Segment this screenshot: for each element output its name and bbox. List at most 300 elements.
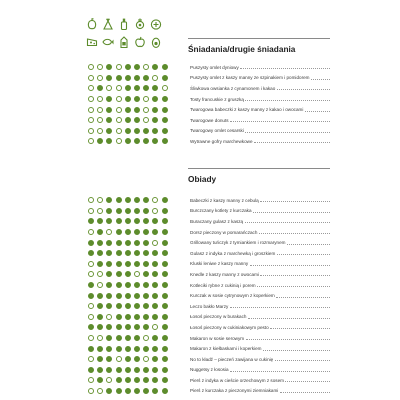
list-item-label: Nuggetsy z łososia	[190, 367, 229, 373]
dotted-leader	[253, 212, 330, 213]
dotted-leader	[248, 318, 330, 319]
fish-icon	[102, 36, 114, 48]
filled-dot	[143, 377, 149, 383]
empty-dot	[97, 117, 103, 123]
filled-dot	[106, 293, 112, 299]
filled-dot	[134, 282, 140, 288]
filled-dot	[97, 293, 103, 299]
filled-dot	[134, 335, 140, 341]
filled-dot	[116, 335, 122, 341]
filled-dot	[134, 138, 140, 144]
list-item-label: Pierś z indyka w cieście orzechowym z sosem	[190, 377, 284, 383]
dot-row	[88, 354, 171, 365]
filled-dot	[106, 335, 112, 341]
list-item	[190, 354, 330, 365]
filled-dot	[162, 218, 168, 224]
filled-dot	[134, 377, 140, 383]
filled-dot	[106, 388, 112, 394]
empty-dot	[116, 96, 122, 102]
dotted-leader	[230, 307, 330, 308]
list-item-label: Tosty francuskie z gruszką	[190, 96, 244, 102]
filled-dot	[116, 282, 122, 288]
dot-row	[88, 83, 171, 94]
filled-dot	[162, 335, 168, 341]
empty-dot	[97, 335, 103, 341]
filled-dot	[116, 229, 122, 235]
list-item-label: Knedle z kaszy manny z owocami	[190, 271, 259, 277]
dotted-leader	[287, 244, 330, 245]
filled-dot	[97, 367, 103, 373]
list-item	[190, 333, 330, 344]
dotted-leader	[277, 89, 330, 90]
filled-dot	[106, 64, 112, 70]
filled-dot	[106, 346, 112, 352]
dot-row	[88, 237, 171, 248]
empty-dot	[88, 314, 94, 320]
filled-dot	[143, 324, 149, 330]
apple-icon	[134, 36, 146, 48]
empty-dot	[152, 75, 158, 81]
lunch-list	[190, 195, 330, 396]
list-item	[190, 136, 330, 147]
filled-dot	[162, 282, 168, 288]
filled-dot	[125, 261, 131, 267]
dot-row	[88, 94, 171, 105]
filled-dot	[162, 197, 168, 203]
filled-dot	[88, 282, 94, 288]
filled-dot	[116, 261, 122, 267]
empty-dot	[88, 138, 94, 144]
list-item-label: Kurczak w sosie cytrynowym z koperkiem	[190, 293, 275, 299]
filled-dot	[134, 85, 140, 91]
dot-row	[88, 73, 171, 84]
filled-dot	[125, 271, 131, 277]
filled-dot	[106, 96, 112, 102]
filled-dot	[162, 377, 168, 383]
list-item	[190, 290, 330, 301]
dot-row	[88, 195, 171, 206]
dot-row	[88, 365, 171, 376]
list-item	[190, 322, 330, 333]
dotted-leader	[305, 111, 330, 112]
filled-dot	[152, 138, 158, 144]
filled-dot	[97, 250, 103, 256]
filled-dot	[97, 229, 103, 235]
filled-dot	[125, 335, 131, 341]
filled-dot	[152, 377, 158, 383]
dot-row	[88, 301, 171, 312]
filled-dot	[116, 75, 122, 81]
dot-row	[88, 248, 171, 259]
filled-dot	[143, 261, 149, 267]
dotted-leader	[260, 275, 330, 276]
filled-dot	[143, 303, 149, 309]
filled-dot	[162, 303, 168, 309]
list-item-label: Twarogowa babeczki z kaszy manny z kakao i owocami	[190, 107, 304, 113]
empty-dot	[88, 85, 94, 91]
filled-dot	[162, 208, 168, 214]
list-item-label: Babeczki z kaszy manny z cebulą	[190, 197, 259, 203]
list-item	[190, 195, 330, 206]
dot-row	[88, 206, 171, 217]
filled-dot	[88, 293, 94, 299]
empty-dot	[88, 64, 94, 70]
filled-dot	[116, 377, 122, 383]
filled-dot	[134, 64, 140, 70]
list-item	[190, 259, 330, 270]
filled-dot	[125, 388, 131, 394]
filled-dot	[152, 271, 158, 277]
filled-dot	[162, 96, 168, 102]
filled-dot	[143, 314, 149, 320]
filled-dot	[143, 346, 149, 352]
list-item	[190, 62, 330, 73]
filled-dot	[162, 138, 168, 144]
empty-dot	[97, 282, 103, 288]
filled-dot	[125, 303, 131, 309]
dotted-leader	[230, 371, 330, 372]
empty-dot	[143, 96, 149, 102]
filled-dot	[162, 128, 168, 134]
filled-dot	[125, 96, 131, 102]
filled-dot	[162, 314, 168, 320]
filled-dot	[88, 240, 94, 246]
list-item	[190, 386, 330, 397]
filled-dot	[97, 346, 103, 352]
filled-dot	[134, 208, 140, 214]
list-item	[190, 343, 330, 354]
dot-row	[88, 62, 171, 73]
filled-dot	[116, 271, 122, 277]
filled-dot	[125, 377, 131, 383]
list-item-label: Kotleciki rybne z cukinią i porem	[190, 282, 256, 288]
empty-dot	[143, 107, 149, 113]
lunch-section-title: Obiady	[188, 174, 217, 184]
filled-dot	[162, 293, 168, 299]
carrot-icon	[102, 18, 114, 30]
filled-dot	[143, 293, 149, 299]
filled-dot	[134, 324, 140, 330]
filled-dot	[125, 250, 131, 256]
empty-dot	[97, 107, 103, 113]
filled-dot	[125, 367, 131, 373]
filled-dot	[106, 356, 112, 362]
empty-dot	[88, 303, 94, 309]
empty-dot	[134, 271, 140, 277]
dotted-leader	[250, 265, 330, 266]
empty-dot	[152, 197, 158, 203]
filled-dot	[88, 218, 94, 224]
filled-dot	[116, 388, 122, 394]
list-item-label: Buraczany gulasz z kaszą	[190, 218, 244, 224]
dot-row	[88, 115, 171, 126]
filled-dot	[97, 138, 103, 144]
list-item-label: Łosoś pieczony w burakach	[190, 314, 247, 320]
filled-dot	[152, 64, 158, 70]
filled-dot	[152, 314, 158, 320]
dotted-leader	[254, 142, 330, 143]
filled-dot	[125, 314, 131, 320]
filled-dot	[116, 208, 122, 214]
breakfast-section-rule	[188, 38, 330, 39]
filled-dot	[152, 282, 158, 288]
filled-dot	[162, 240, 168, 246]
dotted-leader	[245, 222, 330, 223]
list-item	[190, 280, 330, 291]
filled-dot	[134, 346, 140, 352]
milk-icon	[118, 36, 130, 48]
filled-dot	[143, 229, 149, 235]
filled-dot	[88, 367, 94, 373]
filled-dot	[125, 346, 131, 352]
empty-dot	[143, 64, 149, 70]
filled-dot	[162, 324, 168, 330]
list-item-label: Puszysty omlet dyniowy	[190, 64, 239, 70]
dot-row	[88, 216, 171, 227]
filled-dot	[152, 117, 158, 123]
list-item	[190, 104, 330, 115]
filled-dot	[97, 356, 103, 362]
dotted-leader	[276, 297, 330, 298]
empty-dot	[88, 388, 94, 394]
dotted-leader	[245, 100, 330, 101]
empty-dot	[97, 75, 103, 81]
empty-dot	[106, 85, 112, 91]
filled-dot	[143, 75, 149, 81]
filled-dot	[134, 128, 140, 134]
list-item-label: Twarogowy omlet cesarski	[190, 128, 244, 134]
list-item-label: Kluski leniwe z kaszy manny	[190, 261, 249, 267]
filled-dot	[134, 293, 140, 299]
filled-dot	[162, 367, 168, 373]
filled-dot	[116, 250, 122, 256]
empty-dot	[88, 117, 94, 123]
list-item	[190, 83, 330, 94]
filled-dot	[134, 229, 140, 235]
filled-dot	[125, 75, 131, 81]
tomato-icon	[150, 18, 162, 30]
dot-row	[88, 104, 171, 115]
filled-dot	[143, 367, 149, 373]
list-item-label: Pierś z kurczaka z pieczonymi ziemniakami	[190, 388, 279, 394]
dot-row	[88, 386, 171, 397]
filled-dot	[125, 138, 131, 144]
filled-dot	[125, 229, 131, 235]
dotted-leader	[277, 254, 330, 255]
filled-dot	[152, 335, 158, 341]
filled-dot	[152, 107, 158, 113]
dot-row	[88, 259, 171, 270]
empty-dot	[106, 229, 112, 235]
filled-dot	[97, 303, 103, 309]
list-item-label: Wytrawne gofry marchewkowe	[190, 138, 253, 144]
dotted-leader	[280, 392, 330, 393]
dot-row	[88, 269, 171, 280]
empty-dot	[116, 138, 122, 144]
filled-dot	[106, 367, 112, 373]
filled-dot	[143, 218, 149, 224]
filled-dot	[97, 240, 103, 246]
list-item-label: Łosoś pieczony w cukiniakowym pesto	[190, 324, 269, 330]
empty-dot	[116, 107, 122, 113]
filled-dot	[116, 218, 122, 224]
filled-dot	[134, 75, 140, 81]
filled-dot	[106, 261, 112, 267]
list-item-label: Twarogowe donuts	[190, 117, 229, 123]
dotted-leader	[285, 381, 330, 382]
filled-dot	[106, 117, 112, 123]
empty-dot	[152, 208, 158, 214]
filled-dot	[143, 128, 149, 134]
filled-dot	[97, 324, 103, 330]
list-item	[190, 206, 330, 217]
empty-dot	[116, 85, 122, 91]
list-item-label: Leczo bakło Marzy	[190, 303, 229, 309]
dotted-leader	[311, 79, 330, 80]
filled-dot	[152, 388, 158, 394]
filled-dot	[162, 75, 168, 81]
filled-dot	[116, 346, 122, 352]
dotted-leader	[270, 328, 330, 329]
filled-dot	[143, 240, 149, 246]
list-item	[190, 227, 330, 238]
filled-dot	[134, 250, 140, 256]
empty-dot	[152, 324, 158, 330]
dotted-leader	[260, 201, 330, 202]
empty-dot	[143, 335, 149, 341]
empty-dot	[88, 229, 94, 235]
filled-dot	[97, 218, 103, 224]
filled-dot	[125, 218, 131, 224]
list-item	[190, 115, 330, 126]
filled-dot	[106, 240, 112, 246]
empty-dot	[88, 197, 94, 203]
list-item	[190, 375, 330, 386]
filled-dot	[125, 240, 131, 246]
empty-dot	[152, 240, 158, 246]
filled-dot	[134, 197, 140, 203]
filled-dot	[152, 250, 158, 256]
filled-dot	[116, 240, 122, 246]
filled-dot	[125, 197, 131, 203]
filled-dot	[106, 250, 112, 256]
filled-dot	[106, 128, 112, 134]
list-item	[190, 312, 330, 323]
list-item	[190, 126, 330, 137]
dot-row	[88, 312, 171, 323]
filled-dot	[106, 138, 112, 144]
filled-dot	[143, 208, 149, 214]
empty-dot	[143, 117, 149, 123]
filled-dot	[152, 85, 158, 91]
empty-dot	[97, 64, 103, 70]
dotted-leader	[230, 121, 330, 122]
empty-dot	[97, 96, 103, 102]
filled-dot	[134, 388, 140, 394]
list-item	[190, 365, 330, 376]
filled-dot	[134, 314, 140, 320]
filled-dot	[125, 128, 131, 134]
empty-dot	[116, 117, 122, 123]
filled-dot	[97, 261, 103, 267]
bottle-icon	[118, 18, 130, 30]
filled-dot	[152, 367, 158, 373]
list-item	[190, 94, 330, 105]
filled-dot	[134, 303, 140, 309]
food-icons-grid	[86, 18, 166, 48]
dotted-leader	[263, 350, 330, 351]
empty-dot	[106, 377, 112, 383]
dot-row	[88, 375, 171, 386]
filled-dot	[125, 64, 131, 70]
filled-dot	[152, 356, 158, 362]
filled-dot	[106, 271, 112, 277]
filled-dot	[125, 293, 131, 299]
dot-row	[88, 126, 171, 137]
filled-dot	[162, 229, 168, 235]
berry-icon	[134, 18, 146, 30]
filled-dot	[125, 107, 131, 113]
empty-dot	[88, 335, 94, 341]
filled-dot	[134, 261, 140, 267]
empty-dot	[97, 128, 103, 134]
filled-dot	[106, 303, 112, 309]
filled-dot	[162, 346, 168, 352]
filled-dot	[152, 303, 158, 309]
filled-dot	[134, 218, 140, 224]
filled-dot	[125, 117, 131, 123]
filled-dot	[106, 75, 112, 81]
filled-dot	[88, 250, 94, 256]
list-item	[190, 73, 330, 84]
list-item-label: Śliwkowa owsianka z cynamonem i kakao	[190, 85, 276, 91]
empty-dot	[88, 356, 94, 362]
lunch-section-rule	[188, 168, 330, 169]
filled-dot	[152, 128, 158, 134]
filled-dot	[134, 117, 140, 123]
filled-dot	[88, 346, 94, 352]
filled-dot	[106, 107, 112, 113]
filled-dot	[134, 356, 140, 362]
filled-dot	[152, 229, 158, 235]
filled-dot	[162, 117, 168, 123]
filled-dot	[125, 356, 131, 362]
filled-dot	[134, 367, 140, 373]
filled-dot	[143, 282, 149, 288]
filled-dot	[162, 250, 168, 256]
empty-dot	[106, 314, 112, 320]
filled-dot	[162, 261, 168, 267]
empty-dot	[116, 64, 122, 70]
dot-row	[88, 227, 171, 238]
empty-dot	[88, 107, 94, 113]
empty-dot	[143, 356, 149, 362]
filled-dot	[125, 324, 131, 330]
filled-dot	[162, 107, 168, 113]
filled-dot	[106, 324, 112, 330]
breakfast-dot-grid	[88, 62, 171, 147]
dotted-leader	[259, 233, 330, 234]
filled-dot	[143, 250, 149, 256]
list-item	[190, 248, 330, 259]
filled-dot	[162, 388, 168, 394]
dot-row	[88, 136, 171, 147]
filled-dot	[125, 208, 131, 214]
filled-dot	[134, 240, 140, 246]
list-item-label: Makaron z kiełbaskami i koperkiem	[190, 346, 262, 352]
empty-dot	[88, 75, 94, 81]
filled-dot	[162, 356, 168, 362]
